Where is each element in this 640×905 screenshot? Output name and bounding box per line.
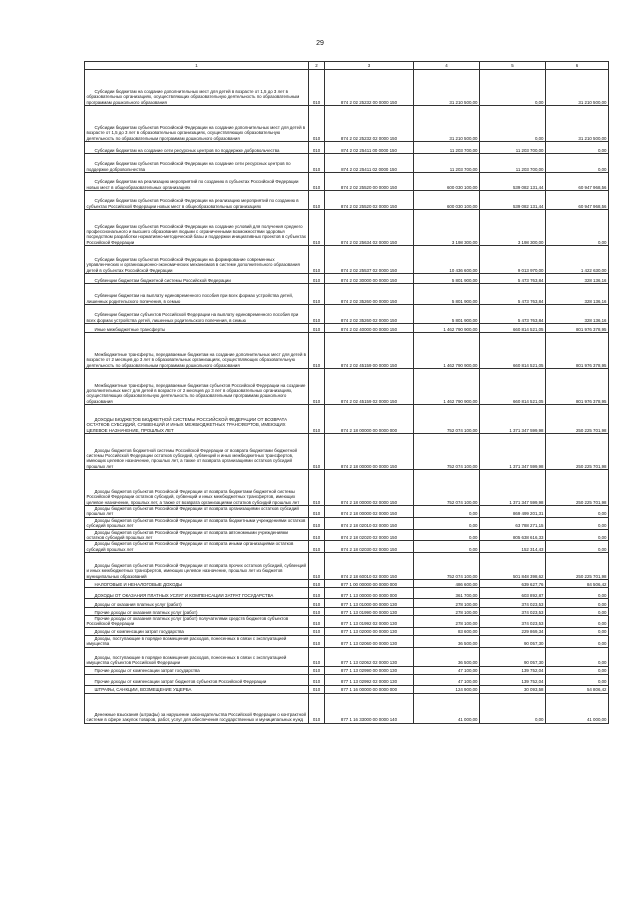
row-unexecuted-cell: 0,00: [546, 608, 609, 616]
row-code-cell: 010: [309, 154, 325, 173]
row-name-cell: Субсидии бюджетам субъектов Российской Федерации на формирование современных управленческих и организационно-экономических механизмов в системе дополнительного образования детей в субъектах Российской Федерации: [85, 246, 309, 274]
table-row: [85, 106, 609, 142]
table-row: [85, 541, 609, 553]
row-name-cell: ШТРАФЫ, САНКЦИИ, ВОЗМЕЩЕНИЕ УЩЕРБА: [85, 685, 309, 693]
row-unexecuted-cell: 0,00: [546, 541, 609, 553]
row-approved-cell: 11 203 700,00: [414, 154, 480, 173]
row-approved-cell: 31 210 500,00: [414, 106, 480, 142]
table-row: [85, 434, 609, 470]
row-unexecuted-cell: 801 976 378,95: [546, 369, 609, 405]
table-row: [85, 693, 609, 723]
row-executed-cell: 539 082 131,44: [480, 191, 546, 210]
row-name-cell: Доходы от оказания платных услуг (работ): [85, 599, 309, 608]
row-executed-cell: 3 198 300,00: [480, 210, 546, 246]
page-number: 29: [316, 40, 324, 47]
column-header: 5: [480, 62, 546, 70]
row-name-cell: Доходы бюджетов субъектов Российской Федерации от возврата прочих остатков субсидий, субвенций и иных межбюджетных трансфертов, имеющих целевое назначение, прошлых лет из бюджетов муниципальных образований: [85, 553, 309, 580]
row-code-cell: 010: [309, 674, 325, 685]
row-approved-cell: 47 100,00: [414, 674, 480, 685]
table-row: [85, 210, 609, 246]
row-unexecuted-cell: 84 506,42: [546, 580, 609, 588]
row-unexecuted-cell: 328 136,16: [546, 274, 609, 284]
row-approved-cell: 31 210 500,00: [414, 70, 480, 106]
row-kbk-cell: 874 2 18 00000 02 0000 150: [325, 470, 414, 506]
row-name-cell: ДОХОДЫ БЮДЖЕТОВ БЮДЖЕТНОЙ СИСТЕМЫ РОССИЙСКОЙ ФЕДЕРАЦИИ ОТ ВОЗВРАТА ОСТАТКОВ СУБСИДИЙ, СУБВЕНЦИЙ И ИНЫХ МЕЖБЮДЖЕТНЫХ ТРАНСФЕРТОВ, ИМЕЮЩИХ ЦЕЛЕВОЕ НАЗНАЧЕНИЕ, ПРОШЛЫХ ЛЕТ: [85, 405, 309, 434]
row-name-cell: Прочие доходы от компенсации затрат бюджетов субъектов Российской Федерации: [85, 674, 309, 685]
row-approved-cell: 600 030 100,00: [414, 191, 480, 210]
row-approved-cell: 278 100,00: [414, 616, 480, 628]
row-unexecuted-cell: 60 947 968,56: [546, 173, 609, 191]
row-kbk-cell: 877 1 13 02062 02 0000 130: [325, 647, 414, 666]
row-kbk-cell: 877 1 16 33000 00 0000 140: [325, 693, 414, 723]
row-code-cell: 010: [309, 369, 325, 405]
row-unexecuted-cell: 328 136,16: [546, 305, 609, 324]
row-code-cell: 010: [309, 553, 325, 580]
row-approved-cell: 752 074 100,00: [414, 405, 480, 434]
row-kbk-cell: 874 2 18 00000 00 0000 000: [325, 405, 414, 434]
row-code-cell: 010: [309, 324, 325, 333]
row-executed-cell: 0,00: [480, 693, 546, 723]
row-unexecuted-cell: 0,00: [546, 210, 609, 246]
row-executed-cell: 539 082 131,44: [480, 173, 546, 191]
row-unexecuted-cell: 250 225 701,98: [546, 470, 609, 506]
table-row: [85, 685, 609, 693]
row-kbk-cell: 874 2 18 00000 00 0000 150: [325, 434, 414, 470]
row-code-cell: 010: [309, 599, 325, 608]
row-executed-cell: 139 752,04: [480, 666, 546, 674]
row-kbk-cell: 874 2 02 25232 02 0000 150: [325, 106, 414, 142]
row-approved-cell: 83 600,00: [414, 627, 480, 635]
row-approved-cell: 278 100,00: [414, 599, 480, 608]
row-approved-cell: 5 801 900,00: [414, 305, 480, 324]
column-header: 4: [414, 62, 480, 70]
row-kbk-cell: 874 2 18 02010 02 0000 150: [325, 517, 414, 529]
row-approved-cell: 600 030 100,00: [414, 173, 480, 191]
row-unexecuted-cell: 41 000,00: [546, 693, 609, 723]
row-name-cell: Прочие доходы от компенсации затрат государства: [85, 666, 309, 674]
row-name-cell: Доходы бюджетов субъектов Российской Федерации от возврата иными организациями остатков субсидий прошлых лет: [85, 541, 309, 553]
row-code-cell: 010: [309, 246, 325, 274]
row-name-cell: Прочие доходы от оказания платных услуг (работ): [85, 608, 309, 616]
row-kbk-cell: 874 2 02 25634 02 0000 150: [325, 210, 414, 246]
table-row: [85, 324, 609, 333]
row-code-cell: 010: [309, 305, 325, 324]
table-row: [85, 608, 609, 616]
row-executed-cell: 660 814 521,05: [480, 333, 546, 369]
row-code-cell: 010: [309, 274, 325, 284]
row-name-cell: Субсидии бюджетам на создание дополнительных мест для детей в возрасте от 1,5 до 3 лет в образовательных организациях, осуществляющих образовательную деятельность по образовательным программам дошкольного образования: [85, 70, 309, 106]
row-kbk-cell: 877 1 13 02000 00 0000 130: [325, 627, 414, 635]
row-code-cell: 010: [309, 608, 325, 616]
row-unexecuted-cell: 801 976 378,95: [546, 333, 609, 369]
row-approved-cell: 5 801 900,00: [414, 284, 480, 305]
row-code-cell: 010: [309, 580, 325, 588]
row-approved-cell: 3 198 300,00: [414, 210, 480, 246]
table-row: [85, 627, 609, 635]
table-body: [85, 70, 609, 724]
row-executed-cell: 660 814 521,05: [480, 369, 546, 405]
row-code-cell: 010: [309, 405, 325, 434]
row-kbk-cell: 877 1 13 02060 00 0000 130: [325, 635, 414, 647]
budget-revenue-table: [84, 61, 609, 724]
row-kbk-cell: 874 2 02 25411 00 0000 150: [325, 142, 414, 154]
row-executed-cell: 501 848 398,62: [480, 553, 546, 580]
row-approved-cell: 47 100,00: [414, 666, 480, 674]
row-executed-cell: 9 013 970,00: [480, 246, 546, 274]
row-name-cell: Доходы бюджетов субъектов Российской Федерации от возврата бюджетами бюджетной системы Российской Федерации остатков субсидий, субвенций и иных межбюджетных трансфертов, имеющих целевое назначение, прошлых лет, а также от возврата организациями остатков субсидий прошлых лет: [85, 470, 309, 506]
table-row: [85, 588, 609, 599]
row-code-cell: 010: [309, 685, 325, 693]
row-name-cell: Доходы, поступающие в порядке возмещения расходов, понесенных в связи с эксплуатацией имущества: [85, 635, 309, 647]
row-name-cell: Доходы бюджетов субъектов Российской Федерации от возврата автономными учреждениями остатков субсидий прошлых лет: [85, 529, 309, 541]
table-row: [85, 553, 609, 580]
row-code-cell: 010: [309, 541, 325, 553]
row-executed-cell: 30 093,58: [480, 685, 546, 693]
row-unexecuted-cell: 60 947 968,56: [546, 191, 609, 210]
row-name-cell: Межбюджетные трансферты, передаваемые бюджетам на создание дополнительных мест для детей в возрасте от 2 месяцев до 3 лет в образовательных организациях, осуществляющих образовательную деятельность по образовательным программам дошкольного образования: [85, 333, 309, 369]
row-unexecuted-cell: 0,00: [546, 616, 609, 628]
row-name-cell: Прочие доходы от оказания платных услуг (работ) получателями средств бюджетов субъектов Российской Федерации: [85, 616, 309, 628]
row-kbk-cell: 874 2 02 40000 00 0000 150: [325, 324, 414, 333]
row-unexecuted-cell: 250 225 701,98: [546, 405, 609, 434]
row-approved-cell: 1 462 790 900,00: [414, 333, 480, 369]
row-kbk-cell: 874 2 02 25520 00 0000 150: [325, 173, 414, 191]
row-code-cell: 010: [309, 635, 325, 647]
row-name-cell: Субсидии бюджетам на реализацию мероприятий по созданию в субъектах Российской Федерации новых мест в общеобразовательных организациях: [85, 173, 309, 191]
row-code-cell: 010: [309, 333, 325, 369]
row-name-cell: Иные межбюджетные трансферты: [85, 324, 309, 333]
table-row: [85, 284, 609, 305]
row-kbk-cell: 877 1 13 01992 02 0000 130: [325, 616, 414, 628]
row-name-cell: Доходы бюджетов субъектов Российской Федерации от возврата бюджетными учреждениями остатков субсидий прошлых лет: [85, 517, 309, 529]
row-executed-cell: 1 371 347 599,98: [480, 405, 546, 434]
row-kbk-cell: 874 2 02 35260 02 0000 150: [325, 305, 414, 324]
row-approved-cell: 36 500,00: [414, 647, 480, 666]
row-approved-cell: 124 900,00: [414, 685, 480, 693]
table-header-row: [85, 62, 609, 70]
row-code-cell: 010: [309, 191, 325, 210]
row-executed-cell: 374 023,53: [480, 616, 546, 628]
row-unexecuted-cell: 0,00: [546, 635, 609, 647]
row-kbk-cell: 877 1 13 01990 00 0000 130: [325, 608, 414, 616]
row-approved-cell: 1 462 790 900,00: [414, 369, 480, 405]
row-unexecuted-cell: 0,00: [546, 674, 609, 685]
row-executed-cell: 805 638 616,33: [480, 529, 546, 541]
table-row: [85, 666, 609, 674]
row-executed-cell: 139 752,04: [480, 674, 546, 685]
table-row: [85, 142, 609, 154]
row-code-cell: 010: [309, 627, 325, 635]
row-approved-cell: 11 203 700,00: [414, 142, 480, 154]
row-executed-cell: 90 057,30: [480, 635, 546, 647]
row-approved-cell: 0,00: [414, 506, 480, 518]
table-row: [85, 246, 609, 274]
row-code-cell: 010: [309, 434, 325, 470]
row-code-cell: 010: [309, 506, 325, 518]
table-row: [85, 405, 609, 434]
row-kbk-cell: 874 2 18 60010 02 0000 150: [325, 553, 414, 580]
row-code-cell: 010: [309, 284, 325, 305]
row-code-cell: 010: [309, 210, 325, 246]
row-executed-cell: 152 314,43: [480, 541, 546, 553]
row-executed-cell: 0,00: [480, 70, 546, 106]
row-code-cell: 010: [309, 470, 325, 506]
row-approved-cell: 278 100,00: [414, 608, 480, 616]
row-unexecuted-cell: 0,00: [546, 666, 609, 674]
row-unexecuted-cell: 328 136,16: [546, 284, 609, 305]
column-header: 2: [309, 62, 325, 70]
row-executed-cell: 229 869,34: [480, 627, 546, 635]
table-row: [85, 470, 609, 506]
row-unexecuted-cell: 0,00: [546, 154, 609, 173]
row-unexecuted-cell: 0,00: [546, 588, 609, 599]
row-unexecuted-cell: 0,00: [546, 529, 609, 541]
row-name-cell: НАЛОГОВЫЕ И НЕНАЛОГОВЫЕ ДОХОДЫ: [85, 580, 309, 588]
row-name-cell: Доходы от компенсации затрат государства: [85, 627, 309, 635]
row-approved-cell: 0,00: [414, 517, 480, 529]
row-approved-cell: 41 000,00: [414, 693, 480, 723]
table-row: [85, 616, 609, 628]
row-name-cell: Субвенции бюджетам бюджетной системы Российской Федерации: [85, 274, 309, 284]
row-kbk-cell: 874 2 18 00000 02 0000 150: [325, 506, 414, 518]
row-unexecuted-cell: 0,00: [546, 142, 609, 154]
row-executed-cell: 11 203 700,00: [480, 154, 546, 173]
row-name-cell: Доходы бюджетов бюджетной системы Российской Федерации от возврата бюджетами бюджетной системы Российской Федерации остатков субсидий, субвенций и иных межбюджетных трансфертов, имеющих целевое назначение, прошлых лет, а также от возврата организациями остатков субсидий прошлых лет: [85, 434, 309, 470]
row-executed-cell: 11 203 700,00: [480, 142, 546, 154]
row-unexecuted-cell: 250 225 701,98: [546, 553, 609, 580]
row-kbk-cell: 874 2 02 45159 00 0000 150: [325, 333, 414, 369]
table-row: [85, 173, 609, 191]
row-code-cell: 010: [309, 517, 325, 529]
row-unexecuted-cell: 1 422 630,00: [546, 246, 609, 274]
row-approved-cell: 10 436 600,00: [414, 246, 480, 274]
row-name-cell: Доходы бюджетов субъектов Российской Федерации от возврата организациями остатков субсидий прошлых лет: [85, 506, 309, 518]
row-unexecuted-cell: 31 210 500,00: [546, 70, 609, 106]
row-executed-cell: 1 371 347 599,98: [480, 434, 546, 470]
table-row: [85, 274, 609, 284]
row-executed-cell: 5 473 763,84: [480, 305, 546, 324]
row-executed-cell: 5 473 763,84: [480, 274, 546, 284]
row-approved-cell: 5 801 900,00: [414, 274, 480, 284]
row-kbk-cell: 877 1 13 02992 02 0000 130: [325, 674, 414, 685]
table-row: [85, 635, 609, 647]
table-row: [85, 529, 609, 541]
row-name-cell: Субсидии бюджетам субъектов Российской Федерации на реализацию мероприятий по созданию в субъектах Российской Федерации новых мест в общеобразовательных организациях: [85, 191, 309, 210]
row-kbk-cell: 874 2 02 30000 00 0000 150: [325, 274, 414, 284]
row-kbk-cell: 874 2 18 02030 02 0000 150: [325, 541, 414, 553]
table-row: [85, 580, 609, 588]
row-kbk-cell: 874 2 18 02020 02 0000 150: [325, 529, 414, 541]
row-code-cell: 010: [309, 529, 325, 541]
row-executed-cell: 869 499 201,31: [480, 506, 546, 518]
table-row: [85, 674, 609, 685]
row-name-cell: Денежные взыскания (штрафы) за нарушение законодательства Российской Федерации о контрактной системе в сфере закупок товаров, работ, услуг для обеспечения государственных и муниципальных нужд: [85, 693, 309, 723]
row-executed-cell: 0,00: [480, 106, 546, 142]
row-kbk-cell: 874 2 02 35260 00 0000 150: [325, 284, 414, 305]
row-code-cell: 010: [309, 647, 325, 666]
row-unexecuted-cell: 0,00: [546, 599, 609, 608]
row-approved-cell: 752 074 100,00: [414, 434, 480, 470]
row-approved-cell: 361 700,00: [414, 588, 480, 599]
row-kbk-cell: 877 1 16 00000 00 0000 000: [325, 685, 414, 693]
row-name-cell: Субсидии бюджетам субъектов Российской Федерации на создание условий для получения среднего профессионального и высшего образования людьми с ограниченными возможностями здоровья посредством разработки нормативно-методической базы и поддержки инициативных проектов в субъектах Российской Федерации: [85, 210, 309, 246]
row-executed-cell: 660 814 521,05: [480, 324, 546, 333]
row-kbk-cell: 874 2 02 25411 02 0000 150: [325, 154, 414, 173]
row-executed-cell: 63 788 271,15: [480, 517, 546, 529]
row-kbk-cell: 874 2 02 45159 02 0000 150: [325, 369, 414, 405]
row-name-cell: Доходы, поступающие в порядке возмещения расходов, понесенных в связи с эксплуатацией имущества субъектов Российской Федерации: [85, 647, 309, 666]
row-executed-cell: 5 473 763,84: [480, 284, 546, 305]
row-code-cell: 010: [309, 616, 325, 628]
row-executed-cell: 374 023,53: [480, 608, 546, 616]
table-row: [85, 191, 609, 210]
table-row: [85, 369, 609, 405]
row-approved-cell: 1 462 790 900,00: [414, 324, 480, 333]
table-row: [85, 154, 609, 173]
table-row: [85, 647, 609, 666]
row-code-cell: 010: [309, 173, 325, 191]
row-unexecuted-cell: 31 210 500,00: [546, 106, 609, 142]
row-approved-cell: 0,00: [414, 529, 480, 541]
row-code-cell: 010: [309, 106, 325, 142]
row-approved-cell: 486 600,00: [414, 580, 480, 588]
row-code-cell: 010: [309, 666, 325, 674]
row-approved-cell: 752 074 100,00: [414, 553, 480, 580]
table-row: [85, 506, 609, 518]
column-header: 1: [85, 62, 309, 70]
row-code-cell: 010: [309, 588, 325, 599]
row-name-cell: Межбюджетные трансферты, передаваемые бюджетам субъектов Российской Федерации на создание дополнительных мест для детей в возрасте от 2 месяцев до 3 лет в образовательных организациях, осуществляющих образовательную деятельность по образовательным программам дошкольного образования: [85, 369, 309, 405]
row-unexecuted-cell: 0,00: [546, 647, 609, 666]
row-kbk-cell: 877 1 13 01000 00 0000 130: [325, 599, 414, 608]
row-unexecuted-cell: 0,00: [546, 506, 609, 518]
row-code-cell: 010: [309, 70, 325, 106]
row-kbk-cell: 874 2 02 25537 02 0000 150: [325, 246, 414, 274]
table-row: [85, 333, 609, 369]
row-kbk-cell: 877 1 13 00000 00 0000 000: [325, 588, 414, 599]
row-kbk-cell: 874 2 02 25520 02 0000 150: [325, 191, 414, 210]
column-header: 6: [546, 62, 609, 70]
row-unexecuted-cell: 250 225 701,98: [546, 434, 609, 470]
row-name-cell: ДОХОДЫ ОТ ОКАЗАНИЯ ПЛАТНЫХ УСЛУГ И КОМПЕНСАЦИИ ЗАТРАТ ГОСУДАРСТВА: [85, 588, 309, 599]
row-approved-cell: 0,00: [414, 541, 480, 553]
row-code-cell: 010: [309, 142, 325, 154]
row-kbk-cell: 877 1 00 00000 00 0000 000: [325, 580, 414, 588]
row-executed-cell: 90 057,30: [480, 647, 546, 666]
row-name-cell: Субвенции бюджетам на выплату единовременного пособия при всех формах устройства детей, лишенных родительского попечения, в семью: [85, 284, 309, 305]
row-code-cell: 010: [309, 693, 325, 723]
row-executed-cell: 639 627,76: [480, 580, 546, 588]
table-row: [85, 70, 609, 106]
row-executed-cell: 1 371 347 599,98: [480, 470, 546, 506]
row-approved-cell: 36 500,00: [414, 635, 480, 647]
row-name-cell: Субсидии бюджетам субъектов Российской Федерации на создание дополнительных мест для детей в возрасте от 1,5 до 3 лет в образовательных организациях, осуществляющих образовательную деятельность по образовательным программам дошкольного образования: [85, 106, 309, 142]
row-name-cell: Субвенции бюджетам субъектов Российской Федерации на выплату единовременного пособия при всех формах устройства детей, лишенных родительского попечения, в семью: [85, 305, 309, 324]
row-unexecuted-cell: 54 806,42: [546, 685, 609, 693]
row-executed-cell: 603 892,87: [480, 588, 546, 599]
table-row: [85, 517, 609, 529]
row-kbk-cell: 877 1 13 02990 00 0000 130: [325, 666, 414, 674]
column-header: 3: [325, 62, 414, 70]
row-executed-cell: 374 023,53: [480, 599, 546, 608]
row-kbk-cell: 874 2 02 25232 00 0000 150: [325, 70, 414, 106]
row-unexecuted-cell: 801 976 378,95: [546, 324, 609, 333]
row-unexecuted-cell: 0,00: [546, 627, 609, 635]
row-approved-cell: 752 074 100,00: [414, 470, 480, 506]
row-unexecuted-cell: 0,00: [546, 517, 609, 529]
row-name-cell: Субсидии бюджетам на создание сети ресурсных центров по поддержке добровольчества: [85, 142, 309, 154]
table-row: [85, 305, 609, 324]
table-row: [85, 599, 609, 608]
row-name-cell: Субсидии бюджетам субъектов Российской Федерации на создание сети ресурсных центров по поддержке добровольчества: [85, 154, 309, 173]
